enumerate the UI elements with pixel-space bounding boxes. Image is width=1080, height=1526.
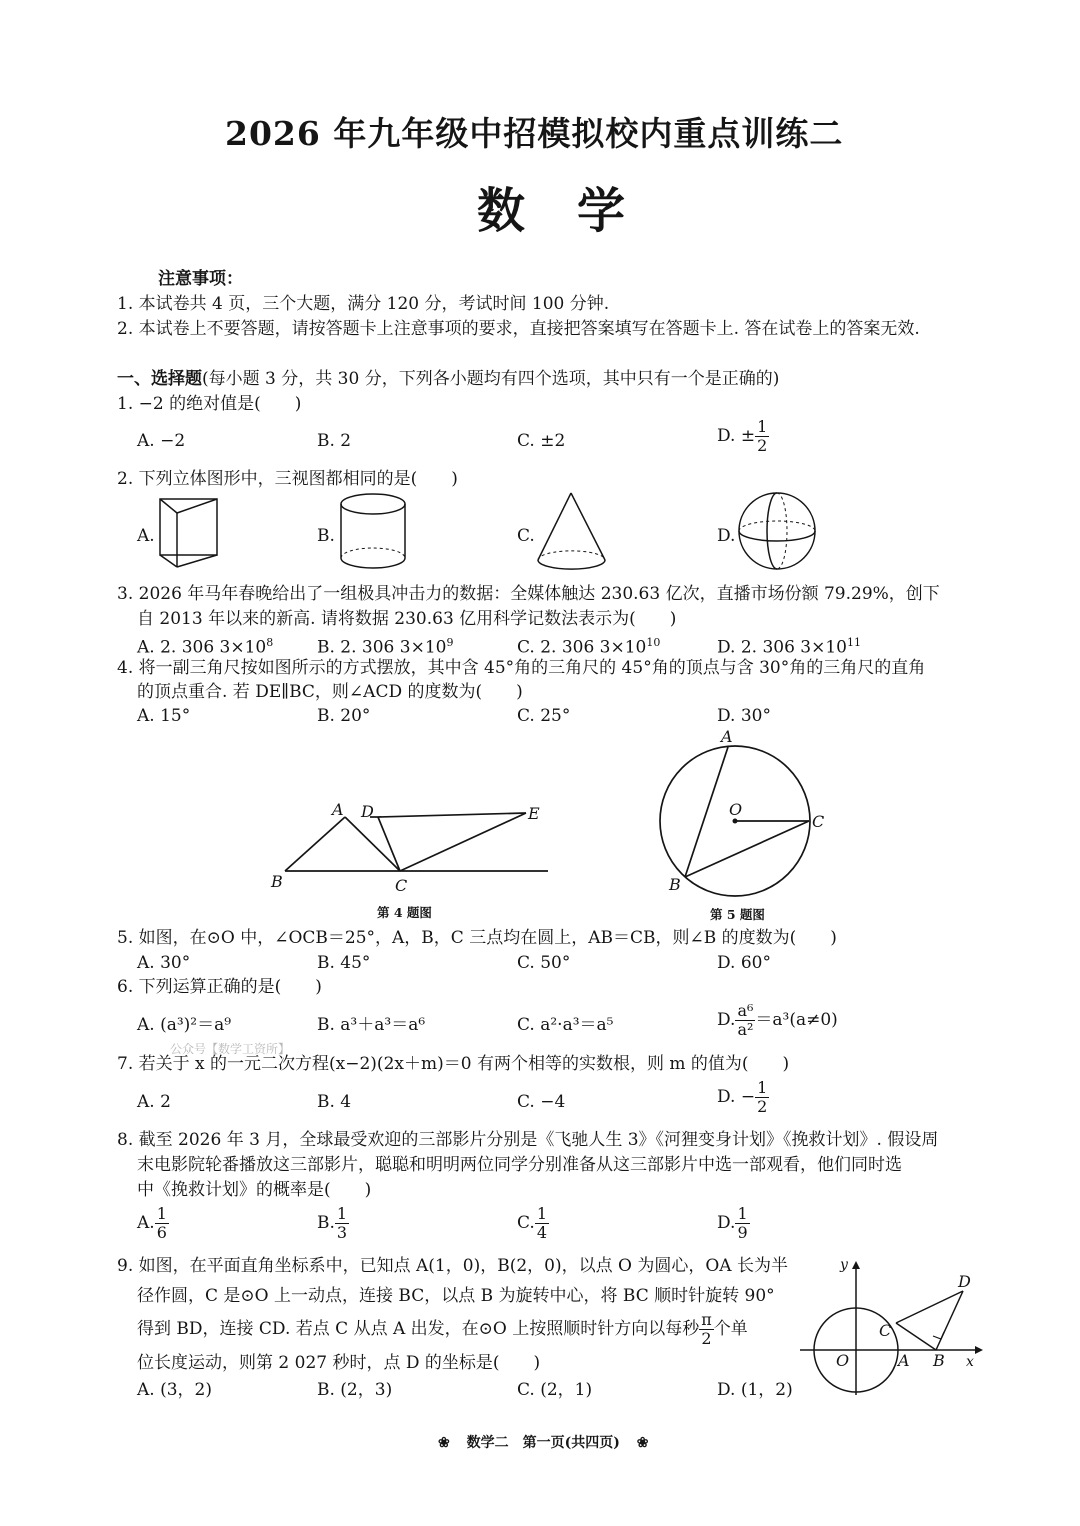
q2-option-d: D. [717, 526, 736, 546]
question-4-line2: 的顶点重合. 若 DE∥BC，则∠ACD 的度数为( ) [137, 682, 523, 702]
q6-option-c: C. a²·a³＝a⁵ [517, 1015, 614, 1035]
question-3-line2: 自 2013 年以来的新高. 请将数据 230.63 亿用科学记数法表示为( ) [137, 609, 677, 629]
question-8-line3: 中《挽救计划》的概率是( ) [137, 1180, 372, 1200]
section-title: 一、选择题 [117, 369, 202, 389]
figure-5-circle [655, 725, 835, 905]
q3-option-a-text: A. 2. 306 3×10 [137, 637, 267, 658]
flower-icon: ❀ [438, 1435, 450, 1451]
q8-option-b [317, 1205, 349, 1242]
q6-option-d-prefix: D. [717, 1010, 736, 1030]
question-3-line1: 3. 2026 年马年春晚给出了一组极具冲击力的数据：全媒体触达 230.63 亿次，直播市场份额 79.29%，创下 [117, 584, 940, 604]
flower-icon: ❀ [636, 1435, 649, 1451]
q9-option-d: D. (1，2) [717, 1380, 793, 1400]
cylinder-figure [338, 492, 413, 572]
point-B: B [933, 1351, 945, 1370]
point-C: C [879, 1321, 892, 1340]
q7-option-a: A. 2 [137, 1092, 171, 1112]
q1-option-b: B. 2 [317, 431, 352, 451]
fraction-den: 2 [757, 436, 768, 455]
watermark: 公众号【数学工资所】 [170, 1042, 291, 1056]
fraction [755, 1079, 769, 1116]
point-B: B [669, 875, 681, 894]
q3-option-b-exp: 9 [446, 636, 454, 649]
q5-option-a: A. 30° [137, 953, 191, 973]
notice-item-1: 1. 本试卷共 4 页，三个大题，满分 120 分，考试时间 100 分钟. [117, 294, 610, 314]
q6-option-a: A. (a³)²＝a⁹ [137, 1015, 232, 1035]
fraction-den: 4 [536, 1223, 547, 1242]
q3-option-d-exp: 11 [847, 636, 861, 649]
q3-option-b [317, 632, 453, 659]
fraction-num: 1 [757, 1078, 768, 1097]
q1-option-a: A. −2 [137, 431, 186, 451]
fraction-num: 1 [737, 1204, 748, 1223]
point-A: A [332, 800, 344, 819]
fraction [755, 418, 769, 455]
fraction-den: 6 [156, 1223, 167, 1242]
q2-option-a: A. [137, 526, 155, 546]
q3-option-d [717, 632, 861, 659]
q4-option-b: B. 20° [317, 706, 371, 726]
fraction-den: 9 [737, 1223, 748, 1242]
fraction [535, 1205, 549, 1242]
q8-option-c [517, 1205, 549, 1242]
fraction-den: a² [737, 1020, 754, 1039]
axis-x-label: x [966, 1354, 974, 1370]
q6-option-d [717, 1002, 838, 1039]
q2-option-b: B. [317, 526, 335, 546]
fraction-num: a⁶ [737, 1001, 754, 1020]
fraction [335, 1205, 349, 1242]
q8-option-c-prefix: C. [517, 1213, 535, 1233]
point-D: D [958, 1272, 971, 1291]
point-D: D [361, 802, 374, 821]
point-O: O [836, 1351, 850, 1370]
point-E: E [528, 804, 540, 823]
point-B: B [271, 872, 283, 891]
q2-option-c: C. [517, 526, 535, 546]
q1-option-d-prefix: D. ± [717, 426, 756, 446]
q8-option-d [717, 1205, 750, 1242]
q3-option-b-text: B. 2. 306 3×10 [317, 637, 447, 658]
figure-4-triangles [260, 795, 560, 895]
notice-item-2: 2. 本试卷上不要答题，请按答题卡上注意事项的要求，直接把答案填写在答题卡上. 答在试卷上的答案无效. [117, 319, 920, 339]
point-A: A [721, 727, 733, 746]
fraction-num: 1 [336, 1204, 348, 1223]
q8-option-b-prefix: B. [317, 1213, 335, 1233]
q7-option-d [717, 1079, 769, 1116]
figure-4-caption: 第 4 题图 [377, 905, 432, 920]
prism-figure [155, 495, 225, 570]
q8-option-d-prefix: D. [717, 1213, 736, 1233]
axis-y-label: y [840, 1257, 848, 1273]
q1-option-d [717, 418, 769, 455]
fraction [735, 1205, 749, 1242]
fraction-den: 2 [757, 1097, 768, 1116]
question-8-line2: 末电影院轮番播放这三部影片，聪聪和明明两位同学分别准备从这三部影片中选一部观看，他们同时选 [137, 1155, 902, 1175]
question-8-line1: 8. 截至 2026 年 3 月，全球最受欢迎的三部影片分别是《飞驰人生 3》《河狸变身计划》《挽救计划》. 假设周 [117, 1130, 939, 1150]
q9-option-b: B. (2，3) [317, 1380, 393, 1400]
page-footer [438, 1432, 648, 1452]
fraction-den: 3 [336, 1223, 348, 1242]
q9-option-a: A. (3，2) [137, 1380, 212, 1400]
fraction-num: π [701, 1310, 712, 1329]
fraction [155, 1205, 169, 1242]
fraction-num: 1 [156, 1204, 167, 1223]
q5-option-c: C. 50° [517, 953, 571, 973]
q7-option-b: B. 4 [317, 1092, 352, 1112]
q6-option-d-suffix: ＝a³(a≠0) [755, 1010, 838, 1030]
section-heading [117, 368, 779, 390]
q3-option-a [137, 632, 273, 659]
q7-option-d-prefix: D. − [717, 1087, 756, 1107]
figure-5-caption: 第 5 题图 [710, 907, 765, 922]
q3-option-d-text: D. 2. 306 3×10 [717, 637, 847, 658]
q3-option-a-exp: 8 [266, 636, 274, 649]
subject-title: 数学 [477, 183, 678, 239]
question-9-line3-pre: 得到 BD，连接 CD. 若点 C 从点 A 出发，在⊙O 上按照顺时针方向以每秒 [137, 1319, 700, 1339]
q1-option-c: C. ±2 [517, 431, 566, 451]
q3-option-c [517, 632, 660, 659]
q8-option-a [137, 1205, 169, 1242]
section-desc: (每小题 3 分，共 30 分，下列各小题均有四个选项，其中只有一个是正确的) [202, 369, 780, 389]
cone-figure [535, 490, 615, 575]
fraction-num: 1 [536, 1204, 547, 1223]
page-title: 2026 年九年级中招模拟校内重点训练二 [225, 114, 844, 153]
figure-9-coordinate-plane [800, 1255, 990, 1400]
q3-option-c-exp: 10 [646, 636, 661, 649]
q3-option-c-text: C. 2. 306 3×10 [517, 637, 647, 658]
point-O: O [729, 800, 743, 819]
q6-option-b: B. a³＋a³＝a⁶ [317, 1015, 426, 1035]
question-4-line1: 4. 将一副三角尺按如图所示的方式摆放，其中含 45°角的三角尺的 45°角的顶点与含 30°角的三角尺的直角 [117, 658, 926, 678]
question-9-line1: 9. 如图，在平面直角坐标系中，已知点 A(1，0)，B(2，0)，以点 O 为圆心，OA 长为半 [117, 1256, 788, 1276]
q9-option-c: C. (2，1) [517, 1380, 593, 1400]
question-9-line3 [137, 1311, 748, 1348]
q7-option-c: C. −4 [517, 1092, 566, 1112]
q5-option-b: B. 45° [317, 953, 371, 973]
q4-option-d: D. 30° [717, 706, 771, 726]
point-A: A [898, 1351, 910, 1370]
question-6-stem: 6. 下列运算正确的是( ) [117, 977, 322, 997]
fraction-den: 2 [701, 1329, 712, 1348]
q5-option-d: D. 60° [717, 953, 771, 973]
question-7-stem: 7. 若关于 x 的一元二次方程(x−2)(2x＋m)＝0 有两个相等的实数根，则 m 的值为( ) [117, 1054, 790, 1074]
question-1-stem: 1. −2 的绝对值是( ) [117, 394, 302, 414]
point-C: C [395, 876, 408, 895]
sphere-figure [735, 492, 820, 572]
footer-text: 数学二 第一页(共四页) [466, 1435, 620, 1451]
fraction [699, 1311, 714, 1348]
q4-option-c: C. 25° [517, 706, 571, 726]
q4-option-a: A. 15° [137, 706, 191, 726]
fraction-num: 1 [757, 417, 768, 436]
q8-option-a-prefix: A. [137, 1213, 155, 1233]
question-5-stem: 5. 如图，在⊙O 中，∠OCB＝25°，A，B，C 三点均在圆上，AB＝CB，则∠B 的度数为( ) [117, 928, 837, 948]
question-9-line2: 径作圆，C 是⊙O 上一动点，连接 BC，以点 B 为旋转中心，将 BC 顺时针旋转 90° [137, 1286, 775, 1306]
fraction [735, 1002, 755, 1039]
question-9-line3-post: 个单 [713, 1319, 748, 1339]
point-C: C [812, 812, 825, 831]
question-9-line4: 位长度运动，则第 2 027 秒时，点 D 的坐标是( ) [137, 1353, 541, 1373]
question-2-stem: 2. 下列立体图形中，三视图都相同的是( ) [117, 469, 458, 489]
notice-heading: 注意事项： [158, 269, 243, 289]
